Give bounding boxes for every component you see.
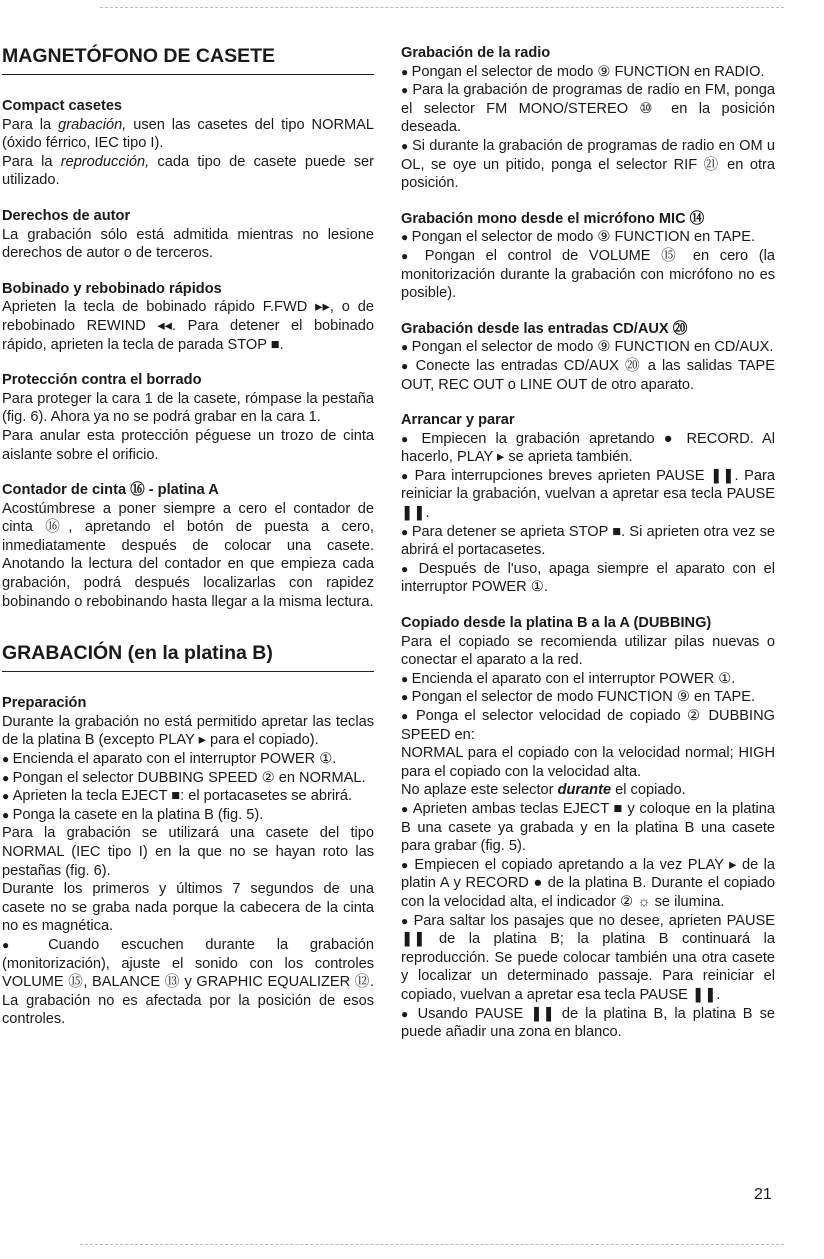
cd-aux-recording-block xyxy=(401,320,775,394)
text: reproducción, xyxy=(60,153,150,170)
paragraph xyxy=(401,781,775,800)
page-number: 21 xyxy=(754,1186,772,1203)
bullet: ● Encienda el aparato con el interruptor POWER ①. xyxy=(2,750,374,769)
paragraph: Aprieten la tecla de bobinado rápido F.FWD ▸▸, o de rebobinado REWIND ◂◂. Para detener el bobinado rápido, aprieten la tecla de parada STOP ■. xyxy=(2,299,374,353)
paragraph: Durante la grabación no está permitido apretar las teclas de la platina B (excepto PLAY ▸ para el copiado). xyxy=(2,713,374,749)
start-stop-block xyxy=(401,411,775,597)
dubbing-block xyxy=(401,614,775,1042)
bullet: ● Usando PAUSE ❚❚ de la platina B, la platina B se puede añadir una zona en blanco. xyxy=(401,1005,775,1042)
section-title-recording: GRABACIÓN (en la platina B) xyxy=(2,641,374,672)
heading-radio: Grabación de la radio xyxy=(401,45,551,61)
winding-block xyxy=(2,280,374,354)
bullet: ● Pongan el control de VOLUME ⑮ en cero (la monitorización durante la grabación con micrófono no es posible). xyxy=(401,247,775,303)
bullet: ● Para saltar los pasajes que no desee, aprieten PAUSE ❚❚ de la platina B; la platina B continuará la reproducción. Se puede colocar también una otra casete y localizar un determinado passaje. Para reiniciar el copiado, vuelvan a apretar esa tecla PAUSE ❚❚. xyxy=(401,912,775,1005)
paragraph: Para anular esta protección péguese un trozo de cinta aislante sobre el orificio. xyxy=(2,427,374,463)
paragraph: Para proteger la cara 1 de la casete, rómpase la pestaña (fig. 6). Ahora ya no se podrá grabar en la cara 1. xyxy=(2,390,374,426)
preparation-block xyxy=(2,694,374,1029)
bullet: ● Ponga el selector velocidad de copiado ② DUBBING SPEED en: xyxy=(401,707,775,744)
bullet: ● Después de l'uso, apaga siempre el aparato con el interruptor POWER ①. xyxy=(401,560,775,597)
heading-counter: Contador de cinta ⑯ - platina A xyxy=(2,482,219,499)
text: Para la xyxy=(2,116,59,133)
scan-edge-bottom xyxy=(80,1244,784,1245)
paragraph: Acostúmbrese a poner siempre a cero el contador de cinta ⑯, apretando el botón de puesta a cero, inmediatamente después de colocar una casete. Anotando la lectura del contador en que empieza cada grabación, podrá después localizarlas con rapidez bobinando o rebobinando hasta llegar a la misma lectura. xyxy=(2,500,374,610)
scan-edge-top xyxy=(100,7,784,8)
bullet: ● Pongan el selector de modo FUNCTION ⑨ en TAPE. xyxy=(401,688,775,707)
bullet: ● Para interrupciones breves aprieten PAUSE ❚❚. Para reiniciar la grabación, vuelvan a apretar esa tecla PAUSE ❚❚. xyxy=(401,467,775,523)
bullet: ● Aprieten ambas teclas EJECT ■ y coloque en la platina B una casete ya grabada y en la platina B una casete para grabar (fig. 5). xyxy=(401,800,775,856)
paragraph: Para el copiado se recomienda utilizar pilas nuevas o conectar el aparato a la red. xyxy=(401,633,775,669)
heading-start: Arrancar y parar xyxy=(401,412,515,429)
compact-cassettes-block xyxy=(2,97,374,190)
copyright-block xyxy=(2,207,374,263)
paragraph xyxy=(2,153,374,190)
section-title-cassette: MAGNETÓFONO DE CASETE xyxy=(2,44,374,75)
heading-rights: Derechos de autor xyxy=(2,207,131,224)
paragraph: La grabación sólo está admitida mientras no lesione derechos de autor o de terceros. xyxy=(2,226,374,262)
bullet: ● Si durante la grabación de programas de radio en OM u OL, se oye un pitido, ponga el selector RIF ㉑ en otra posición. xyxy=(401,137,775,193)
text: el copiado. xyxy=(611,782,686,799)
bullet: ● Empiecen el copiado apretando a la vez PLAY ▸ de la platin A y RECORD ● de la platina B. Durante el copiado con la velocidad alta, el indicador ② ☼ se ilumina. xyxy=(401,856,775,912)
bullet: ● Aprieten la tecla EJECT ■: el portacasetes se abrirá. xyxy=(2,787,374,806)
mic-recording-block xyxy=(401,210,775,303)
heading-protect: Protección contra el borrado xyxy=(2,372,202,389)
erase-protection-block xyxy=(2,371,374,464)
paragraph: Para la grabación se utilizará una casete del tipo NORMAL (IEC tipo I) en la que no se hayan roto las pestañas (fig. 6). xyxy=(2,825,374,879)
bullet: ● Encienda el aparato con el interruptor POWER ①. xyxy=(401,670,775,689)
paragraph xyxy=(2,116,374,153)
bullet: ● Conecte las entradas CD/AUX ⑳ a las salidas TAPE OUT, REC OUT o LINE OUT de otro aparato. xyxy=(401,357,775,394)
heading-cd: Grabación desde las entradas CD/AUX ⑳ xyxy=(401,320,688,337)
text: durante xyxy=(557,782,612,799)
right-column xyxy=(401,44,775,1042)
bullet: ● Pongan el selector de modo ⑨ FUNCTION en CD/AUX. xyxy=(401,338,775,357)
paragraph: NORMAL para el copiado con la velocidad normal; HIGH para el copiado con la velocidad alta. xyxy=(401,745,775,780)
bullet: ● Cuando escuchen durante la grabación (monitorización), ajuste el sonido con los controles VOLUME ⑮, BALANCE ⑬ y GRAPHIC EQUALIZER ⑫. La grabación no es afectada por la posición de esos controles. xyxy=(2,936,374,1029)
bullet: ● Pongan el selector de modo ⑨ FUNCTION en TAPE. xyxy=(401,228,775,247)
paragraph: Durante los primeros y últimos 7 segundos de una casete no se graba nada porque la cabecera de la cinta no es magnética. xyxy=(2,881,374,935)
text: grabación, xyxy=(58,116,127,133)
bullet: ● Ponga la casete en la platina B (fig. 5). xyxy=(2,806,374,825)
text: No aplaze este selector xyxy=(401,782,558,799)
text: usen las casetes del tipo NORMAL (óxido férrico, IEC tipo I). xyxy=(2,116,374,152)
bullet: ● Pongan el selector DUBBING SPEED ② en NORMAL. xyxy=(2,769,374,788)
heading-mic: Grabación mono desde el micrófono MIC ⑭ xyxy=(401,210,705,227)
bullet: ● Para la grabación de programas de radio en FM, ponga el selector FM MONO/STEREO ⑩ en la posición deseada. xyxy=(401,81,775,137)
heading-dub: Copiado desde la platina B a la A (DUBBING) xyxy=(401,615,712,632)
bullet: ● Empiecen la grabación apretando ● RECORD. Al hacerlo, PLAY ▸ se aprieta también. xyxy=(401,430,775,467)
tape-counter-block xyxy=(2,481,374,611)
radio-recording-block xyxy=(401,44,775,193)
left-column xyxy=(2,44,374,1029)
bullet: ● Pongan el selector de modo ⑨ FUNCTION en RADIO. xyxy=(401,63,775,82)
heading-compact: Compact casetes xyxy=(2,98,123,114)
text: cada tipo de casete puede ser utilizado. xyxy=(2,153,374,189)
heading-wind: Bobinado y rebobinado rápidos xyxy=(2,280,222,297)
heading-prep: Preparación xyxy=(2,695,87,712)
text: Para la xyxy=(2,153,61,170)
bullet: ● Para detener se aprieta STOP ■. Si aprieten otra vez se abrirá el portacasetes. xyxy=(401,523,775,560)
